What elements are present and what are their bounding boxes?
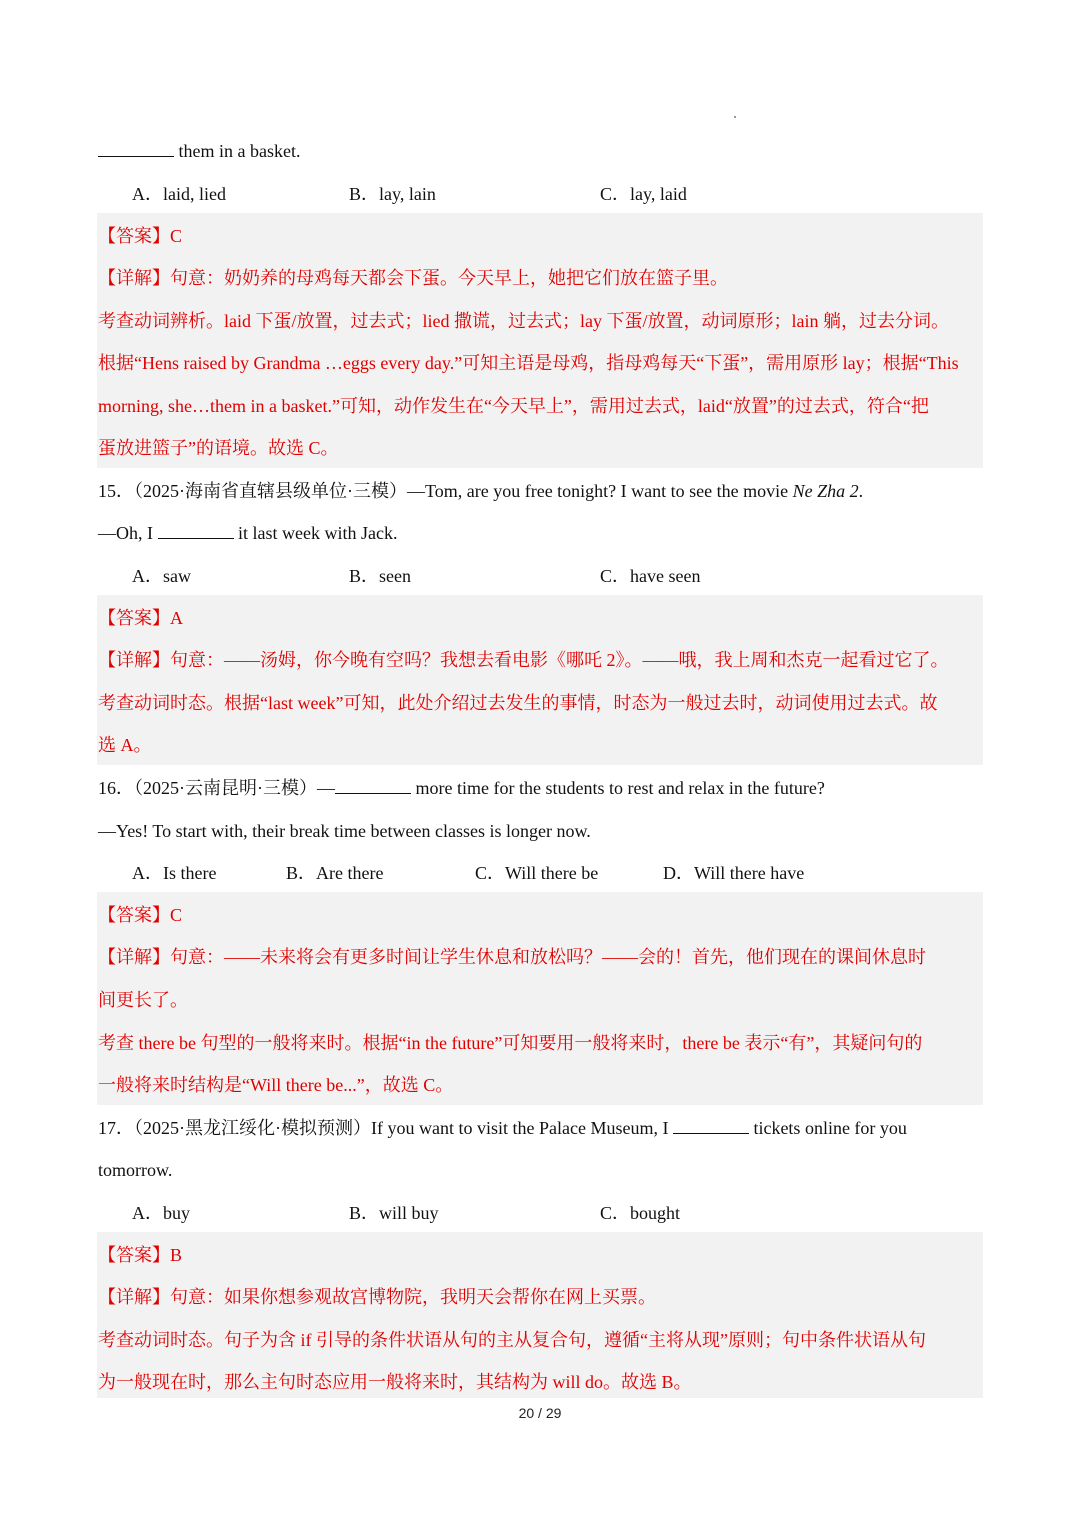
q16-option-d: D．Will there have (663, 863, 805, 883)
q15-answer-box (97, 595, 983, 765)
q14-detail: 【详解】句意：奶奶养的母鸡每天都会下蛋。今天早上，她把它们放在篮子里。 (98, 268, 728, 288)
q15-stem-line: 15．（2025·海南省直辖县级单位·三模）—Tom, are you free tonight? I want to see the movie Ne Zha 2. (98, 481, 864, 501)
q14-option-b: B．lay, lain (349, 184, 436, 204)
q17-answer: 【答案】B (98, 1245, 183, 1265)
q14-analysis-line: 蛋放进篮子”的语境。故选 C。 (98, 438, 339, 458)
q15-analysis-line: 选 A。 (98, 735, 152, 755)
q15-analysis-line: 考查动词时态。根据“last week”可知，此处介绍过去发生的事情，时态为一般过去时，动词使用过去式。故 (98, 693, 938, 713)
q15-option-b: B．seen (349, 566, 411, 586)
q17-option-a: A．buy (132, 1203, 190, 1223)
q17-analysis-line: 为一般现在时，那么主句时态应用一般将来时，其结构为 will do。故选 B。 (98, 1372, 692, 1392)
q14-answer: 【答案】C (98, 226, 183, 246)
q16-option-c: C．Will there be (475, 863, 599, 883)
q17-stem-continued: tomorrow. (98, 1160, 173, 1180)
scan-dot (734, 116, 736, 118)
q16-detail-line: 间更长了。 (98, 990, 188, 1010)
q16-detail-line: 【详解】句意：——未来将会有更多时间让学生休息和放松吗？——会的！首先，他们现在的课间休息时 (98, 947, 926, 967)
answer-blank (673, 1117, 749, 1134)
movie-title: Ne Zha 2 (792, 481, 859, 501)
q14-stem-line: them in a basket. (98, 139, 300, 163)
q14-analysis-line: morning, she…them in a basket.”可知，动作发生在“今天早上”，需用过去式，laid“放置”的过去式，符合“把 (98, 396, 929, 416)
q16-analysis-line: 一般将来时结构是“Will there be...”，故选 C。 (98, 1075, 454, 1095)
q16-option-a: A．Is there (132, 863, 217, 883)
q16-response-line: —Yes! To start with, their break time between classes is longer now. (98, 821, 591, 841)
answer-blank (335, 777, 411, 794)
q17-option-c: C．bought (600, 1203, 681, 1223)
q14-analysis-line: 考查动词辨析。laid 下蛋/放置，过去式；lied 撒谎，过去式；lay 下蛋/放置，动词原形；lain 躺，过去分词。 (98, 311, 949, 331)
q16-answer: 【答案】C (98, 905, 183, 925)
page-number: 20 / 29 (518, 1405, 562, 1421)
q14-option-c: C．lay, laid (600, 184, 687, 204)
q14-option-a: A．laid, lied (132, 184, 226, 204)
q16-option-b: B．Are there (286, 863, 384, 883)
q16-analysis-line: 考查 there be 句型的一般将来时。根据“in the future”可知要用一般将来时，there be 表示“有”，其疑问句的 (98, 1033, 923, 1053)
q15-response-line: —Oh, I it last week with Jack. (98, 523, 398, 543)
q17-detail: 【详解】句意：如果你想参观故宫博物院，我明天会帮你在网上买票。 (98, 1287, 656, 1307)
q17-analysis-line: 考查动词时态。句子为含 if 引导的条件状语从句的主从复合句，遵循“主将从现”原则；句中条件状语从句 (98, 1330, 926, 1350)
q16-stem-line: 16．（2025·云南昆明·三模）— more time for the students to rest and relax in the future? (98, 778, 825, 798)
answer-blank (98, 140, 174, 157)
answer-blank (158, 522, 234, 539)
q15-answer: 【答案】A (98, 608, 183, 628)
q14-answer-box (97, 213, 983, 468)
q17-stem-line: 17．（2025·黑龙江绥化·模拟预测）If you want to visit the Palace Museum, I tickets online for you (98, 1118, 907, 1138)
q15-option-a: A．saw (132, 566, 191, 586)
q14-analysis-line: 根据“Hens raised by Grandma …eggs every day.”可知主语是母鸡，指母鸡每天“下蛋”，需用原形 lay；根据“This (98, 353, 959, 373)
q15-detail: 【详解】句意：——汤姆，你今晚有空吗？我想去看电影《哪吒 2》。——哦，我上周和杰克一起看过它了。 (98, 650, 949, 670)
q17-option-b: B．will buy (349, 1203, 439, 1223)
q15-option-c: C．have seen (600, 566, 701, 586)
